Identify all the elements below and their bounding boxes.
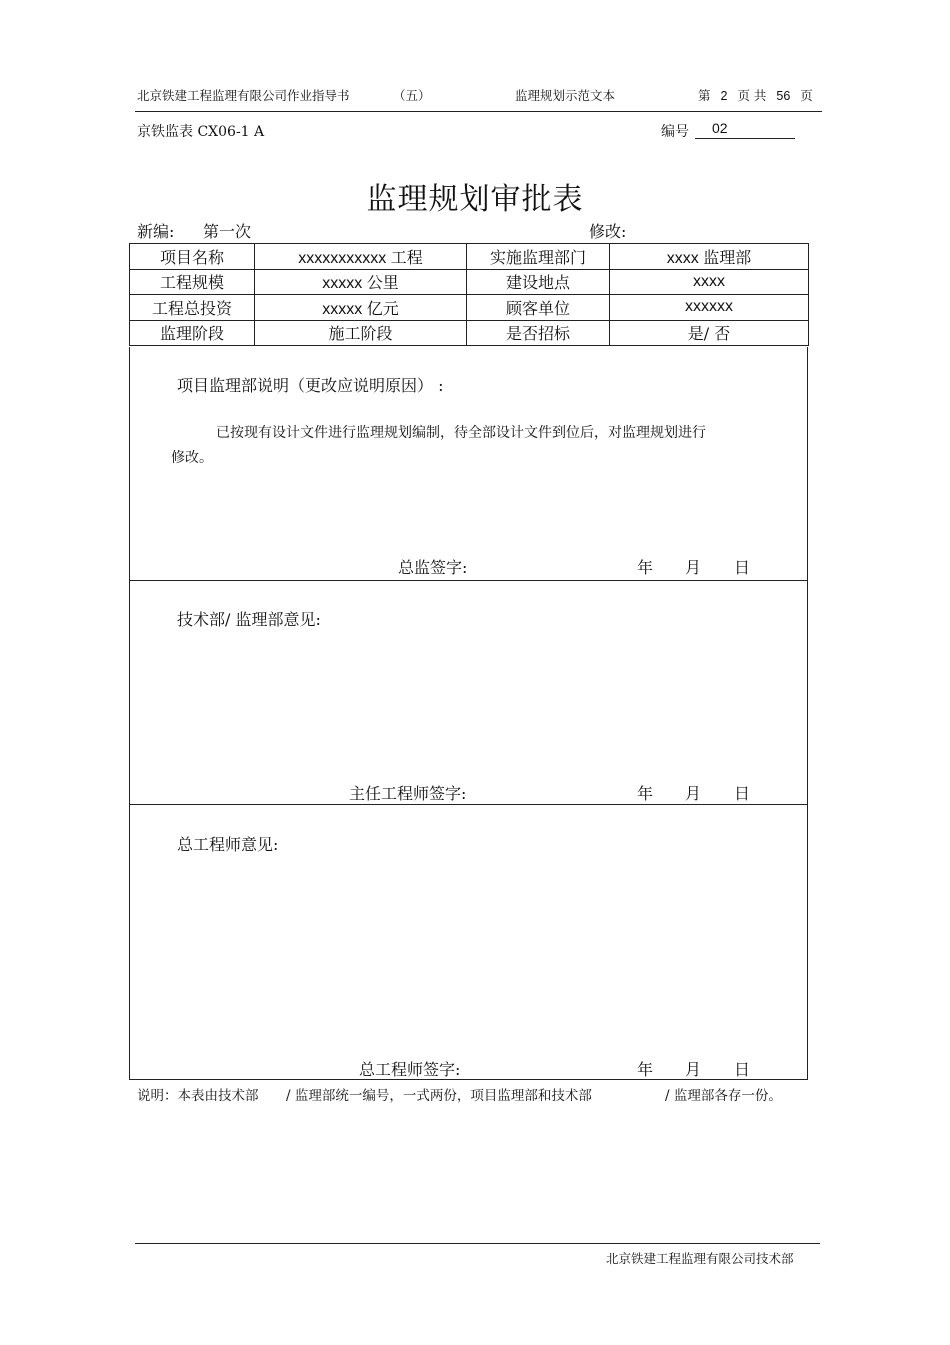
table-row — [130, 269, 809, 295]
header-rule — [135, 111, 822, 112]
header-doc-name: 监理规划示范文本 — [515, 88, 616, 103]
header-page-info — [698, 86, 813, 104]
new-edit-label: 新编: — [137, 222, 175, 241]
page-suffix: 页 — [800, 88, 813, 103]
cell-value: xxxxx 公里 — [255, 269, 467, 295]
table-row — [130, 320, 809, 346]
footer-company: 北京铁建工程监理有限公司技术部 — [606, 1251, 794, 1266]
cell-value: 施工阶段 — [255, 320, 467, 346]
date-year: 年 — [637, 558, 654, 577]
section-tech-opinion — [129, 580, 808, 805]
page-number: 2 — [720, 89, 728, 103]
cell-label: 工程规模 — [130, 269, 255, 295]
new-edit-value: 第一次 — [203, 222, 252, 241]
cell-label: 是否招标 — [467, 320, 610, 346]
section-chief-engineer-opinion — [129, 804, 808, 1080]
section2-sign-label: 主任工程师签字: — [349, 784, 467, 803]
date-day: 日 — [734, 558, 751, 577]
section3-sign-label: 总工程师签字: — [359, 1060, 461, 1079]
section3-label: 总工程师意见: — [177, 835, 279, 854]
cell-value: xxxxxxxxxxx 工程 — [255, 244, 467, 270]
serial-label: 编号 — [661, 124, 689, 140]
section-project-explanation — [129, 347, 808, 581]
cell-label: 实施监理部门 — [467, 244, 610, 270]
date-day: 日 — [734, 784, 751, 803]
modify-label: 修改: — [589, 222, 627, 241]
date-year: 年 — [637, 1060, 654, 1079]
header-company-guide: 北京铁建工程监理有限公司作业指导书 — [137, 88, 350, 103]
page-mid: 页 共 — [737, 88, 767, 103]
date-month: 月 — [685, 784, 702, 803]
note-part1: 说明：本表由技术部 — [137, 1088, 259, 1104]
cell-value: xxxxxx — [610, 295, 809, 321]
section1-text-line1: 已按现有设计文件进行监理规划编制，待全部设计文件到位后，对监理规划进行 — [216, 425, 706, 441]
form-code: 京铁监表 CX06-1 A — [137, 124, 265, 140]
section1-label: 项目监理部说明（更改应说明原因） : — [177, 376, 444, 395]
cell-value: xxxxx 亿元 — [255, 295, 467, 321]
cell-label: 建设地点 — [467, 269, 610, 295]
cell-value: 是/ 否 — [610, 320, 809, 346]
cell-label: 顾客单位 — [467, 295, 610, 321]
table-row — [130, 295, 809, 321]
page-title: 监理规划审批表 — [366, 182, 584, 217]
page-total: 56 — [776, 89, 791, 103]
cell-label: 监理阶段 — [130, 320, 255, 346]
cell-value: xxxx — [610, 269, 809, 295]
cell-value: xxxx 监理部 — [610, 244, 809, 270]
section2-label: 技术部/ 监理部意见: — [177, 610, 321, 629]
info-table — [129, 243, 809, 346]
section1-text-line2: 修改。 — [171, 450, 213, 466]
date-month: 月 — [685, 1060, 702, 1079]
note-part3: / 监理部各存一份。 — [665, 1088, 782, 1104]
date-day: 日 — [734, 1060, 751, 1079]
cell-label: 工程总投资 — [130, 295, 255, 321]
date-month: 月 — [685, 558, 702, 577]
cell-label: 项目名称 — [130, 244, 255, 270]
note-part2: / 监理部统一编号，一式两份，项目监理部和技术部 — [286, 1088, 592, 1104]
serial-value: 02 — [695, 120, 795, 139]
section1-sign-label: 总监签字: — [398, 558, 468, 577]
header-volume: （五） — [393, 88, 431, 103]
footer-rule — [135, 1243, 820, 1244]
page-prefix: 第 — [698, 88, 711, 103]
date-year: 年 — [637, 784, 654, 803]
table-row — [130, 244, 809, 270]
